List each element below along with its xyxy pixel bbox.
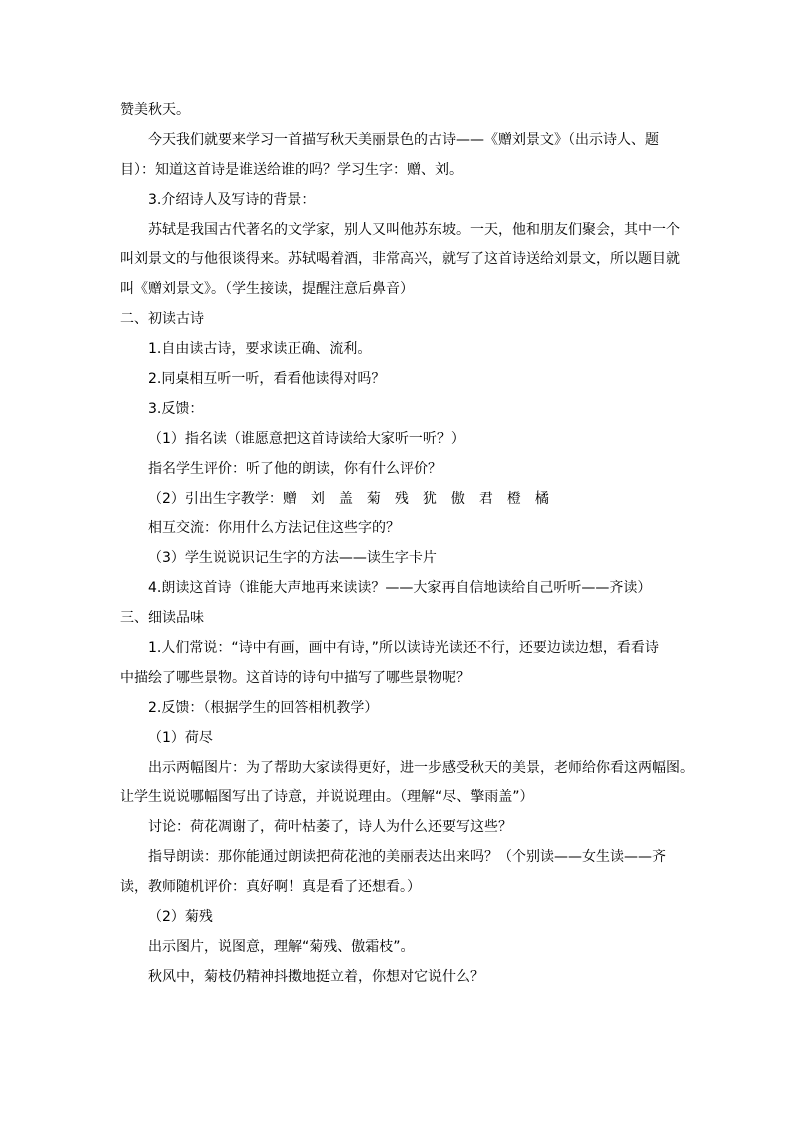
section-heading: 二、初读古诗 [120,311,204,328]
list-item: 3.介绍诗人及写诗的背景： [148,191,316,208]
paragraph-line: 赞美秋天。 [120,102,190,118]
sub-item: （1）指名读（谁愿意把这首诗读给大家听一听？） [148,430,465,447]
paragraph-line: 今天我们就要来学习一首描写秋天美丽景色的古诗——《赠刘景文》（出示诗人、题 [148,131,659,148]
list-item: 1.自由读古诗，要求读正确、流利。 [148,341,372,358]
paragraph-line: 相互交流：你用什么方法记住这些字的？ [148,520,400,537]
document-body [120,96,694,993]
paragraph-line: 秋风中，菊枝仍精神抖擞地挺立着，你想对它说什么？ [148,968,484,985]
sub-item: （1）荷尽 [148,729,213,746]
paragraph-line: 苏轼是我国古代著名的文学家，别人又叫他苏东坡。一天，他和朋友们聚会，其中一个 [148,221,680,238]
paragraph-line: 出示两幅图片：为了帮助大家读得更好，进一步感受秋天的美景，老师给你看这两幅图。 [148,759,694,776]
paragraph-line: 目）：知道这首诗是谁送给谁的吗？学习生字：赠、刘。 [120,161,463,178]
paragraph-line: 指导朗读：那你能通过朗读把荷花池的美丽表达出来吗？（个别读——女生读——齐 [148,849,666,866]
sub-item: （3）学生说说识记生字的方法——读生字卡片 [148,550,437,567]
paragraph-line: 读，教师随机评价：真好啊！真是看了还想看。） [120,879,421,896]
list-item: 4.朗读这首诗（谁能大声地再来读读？——大家再自信地读给自己听听——齐读） [148,580,652,597]
paragraph-line: 出示图片，说图意，理解“菊残、傲霜枝”。 [148,938,415,955]
list-item: 3.反馈： [148,400,204,417]
paragraph-line: 讨论：荷花凋谢了，荷叶枯萎了，诗人为什么还要写这些？ [148,819,512,836]
list-item: 2.同桌相互听一听，看看他读得对吗？ [148,371,386,388]
list-item: 1.人们常说：“诗中有画，画中有诗，”所以读诗光读还不行，还要边读边想，看看诗 [148,640,659,657]
paragraph-line: 叫《赠刘景文》。（学生接读，提醒注意后鼻音） [120,281,414,298]
paragraph-line: 让学生说说哪幅图写出了诗意，并说说理由。（理解“尽、擎雨盖”） [120,789,534,806]
section-heading: 三、细读品味 [120,610,204,627]
sub-item: （2）引出生字教学：赠 刘 盖 菊 残 犹 傲 君 橙 橘 [148,490,549,507]
paragraph-line: 中描绘了哪些景物。这首诗的诗句中描写了哪些景物呢？ [120,669,470,686]
list-item: 2.反馈：（根据学生的回答相机教学） [148,699,379,716]
paragraph-line: 指名学生评价：听了他的朗读，你有什么评价？ [148,460,442,477]
sub-item: （2）菊残 [148,909,213,926]
paragraph-line: 叫刘景文的与他很谈得来。苏轼喝着酒，非常高兴，就写了这首诗送给刘景文，所以题目就 [120,251,680,268]
